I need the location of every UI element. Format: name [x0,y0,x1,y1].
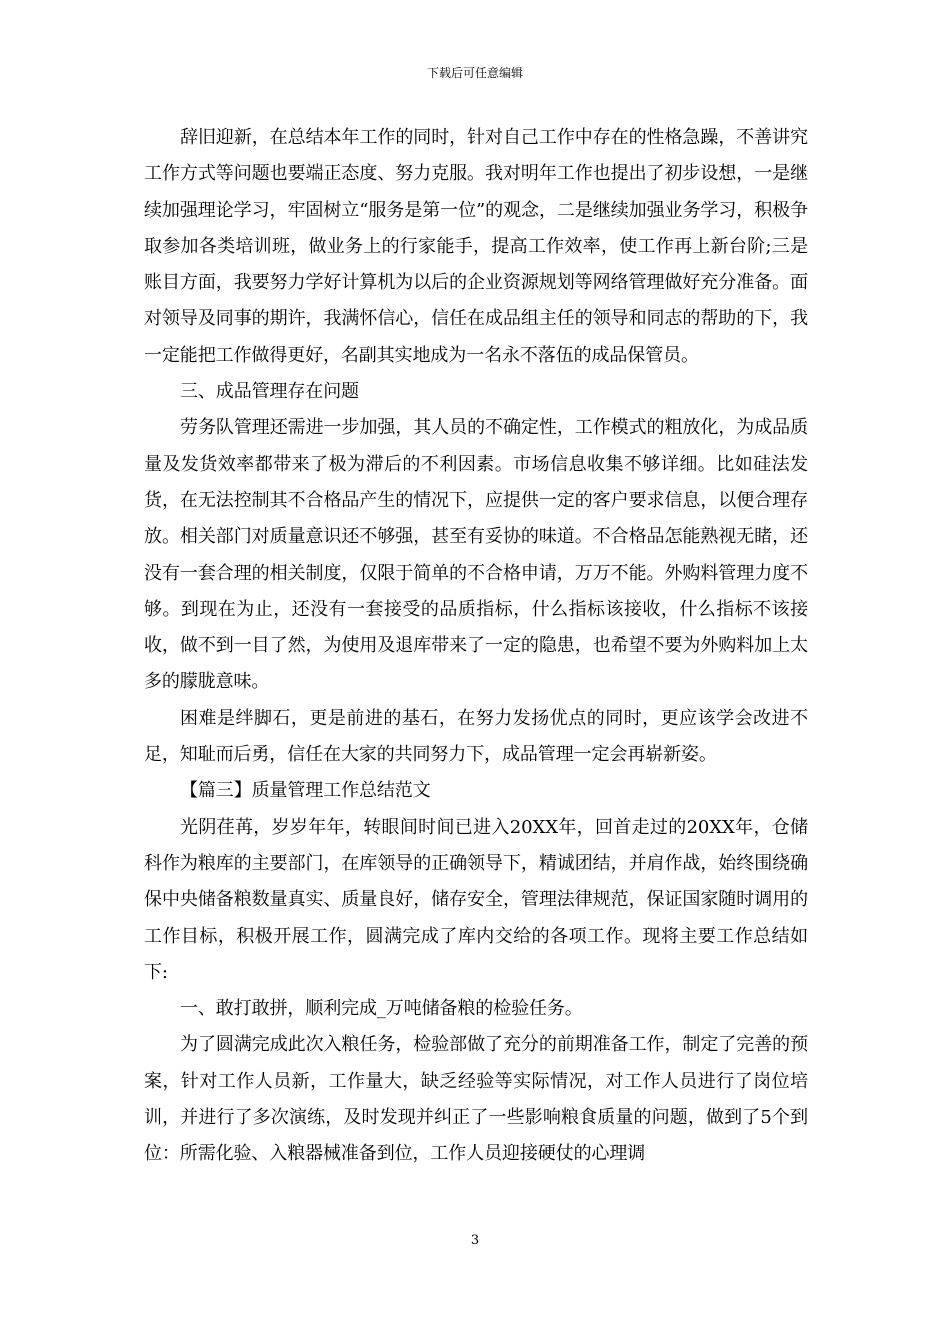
section-heading-problems: 三、成品管理存在问题 [180,381,359,403]
page-header: 下载后可任意编辑 [426,66,523,80]
paragraph-introduction: 光阴荏苒，岁岁年年，转眼间时间已进入20XX年，回首走过的20XX年，仓储科作为粮库的主要部门，在库领导的正确领导下，精诚团结，并肩作战，始终围绕确保中央储备粮数量真实、质量良好，储存安全，管理法律规范，保证国家随时调用的工作目标，积极开展工作，圆满完成了库内交给的各项工作。现将主要工作总结如下: [144,816,808,983]
page-number: 3 [470,1233,480,1248]
paragraph-problems: 劳务队管理还需进一步加强，其人员的不确定性，工作模式的粗放化，为成品质量及发货效率都带来了极为滞后的不利因素。市场信息收集不够详细。比如硅法发货，在无法控制其不合格品产生的情况下，应提供一定的客户要求信息，以便合理存放。相关部门对质量意识还不够强，甚至有妥协的味道。不合格品怎能熟视无睹，还没有一套合理的相关制度，仅限于简单的不合格申请，万万不能。外购料管理力度不够。到现在为止，还没有一套接受的品质指标，什么指标该接收，什么指标不该接收，做不到一目了然，为使用及退库带来了一定的隐患，也希望不要为外购料加上太多的朦胧意味。 [144,417,808,693]
document-body [144,120,808,1173]
paragraph-conclusion: 困难是绊脚石，更是前进的基石，在努力发扬优点的同时，更应该学会改进不足，知耻而后勇，信任在大家的共同努力下，成品管理一定会再崭新姿。 [144,707,808,766]
paragraph-work-plan: 辞旧迎新，在总结本年工作的同时，针对自己工作中存在的性格急躁，不善讲究工作方式等问题也要端正态度、努力克服。我对明年工作也提出了初步设想，一是继续加强理论学习，牢固树立“服务是第一位”的观念，二是继续加强业务学习，积极争取参加各类培训班，做业务上的行家能手，提高工作效率，使工作再上新台阶;三是账目方面，我要努力学好计算机为以后的企业资源规划等网络管理做好充分准备。面对领导及同事的期许，我满怀信心，信任在成品组主任的领导和同志的帮助的下，我一定能把工作做得更好，名副其实地成为一名永不落伍的成品保管员。 [144,127,808,366]
section-heading-inspection: 一、敢打敢拼，顺利完成_万吨储备粮的检验任务。 [180,998,583,1020]
paragraph-inspection: 为了圆满完成此次入粮任务，检验部做了充分的前期准备工作，制定了完善的预案，针对工作人员新，工作量大，缺乏经验等实际情况，对工作人员进行了岗位培训，并进行了多次演练，及时发现并纠正了一些影响粮食质量的问题，做到了5个到位：所需化验、入粮器械准备到位，工作人员迎接硬仗的心理调 [144,1034,808,1165]
article-heading-part-three: 【篇三】质量管理工作总结范文 [180,780,431,802]
